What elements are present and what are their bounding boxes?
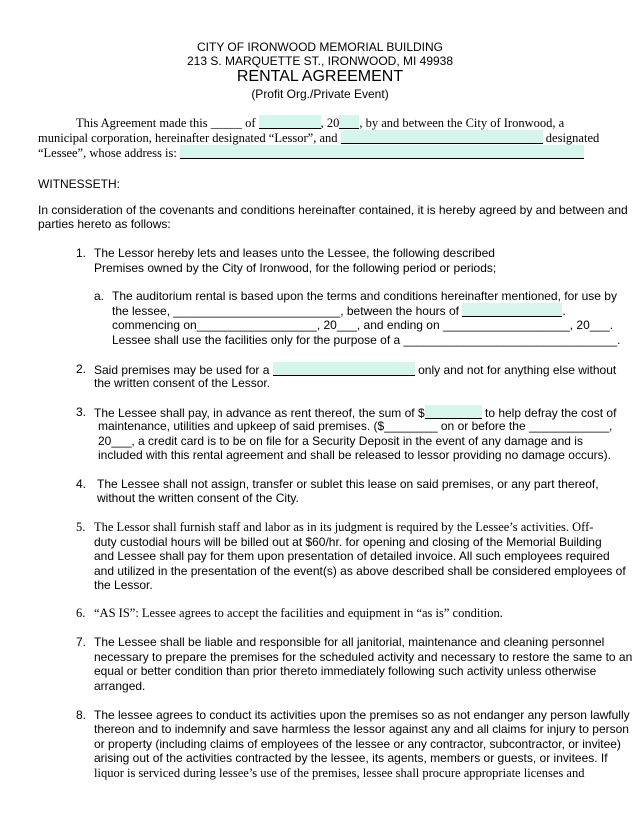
year-field[interactable]: [339, 115, 359, 129]
witnesseth-heading: WITNESSETH:: [38, 177, 121, 191]
preamble-text-3a: “Lessee”, whose address is:: [38, 146, 177, 160]
header-line-2: 213 S. MARQUETTE ST., IRONWOOD, MI 49938: [186, 54, 454, 68]
item-7-line-1: The Lessee shall be liable and responsible for all janitorial, maintenance and cleaning personnel: [94, 635, 605, 649]
header-line-1: CITY OF IRONWOOD MEMORIAL BUILDING: [196, 40, 444, 54]
item-4-line-2: without the written consent of the City.: [97, 491, 299, 505]
item-3-line-2: maintenance, utilities and upkeep of said premises. ($________ on or before the ____________,: [98, 419, 613, 433]
preamble-text-1a: This Agreement made this _____ of: [76, 116, 256, 130]
item-2-number: 2.: [76, 362, 87, 376]
item-1-line-1: The Lessor hereby lets and leases unto the Lessee, the following described: [94, 246, 495, 260]
item-8-number: 8.: [76, 708, 87, 722]
item-5-line-4: and utilized in the presentation of the event(s) as above described shall be considered employees of: [94, 564, 626, 578]
item-4-number: 4.: [76, 477, 87, 491]
item-2-text-1b: only and not for anything else without: [418, 363, 617, 377]
item-6-line-1: “AS IS”: Lessee agrees to accept the facilities and equipment in “as is” condition.: [94, 606, 503, 620]
item-7-line-4: arranged.: [94, 679, 146, 693]
item-5-line-5: the Lessor.: [94, 578, 153, 592]
item-1-line-2: Premises owned by the City of Ironwood, for the following period or periods;: [94, 261, 497, 275]
page-title: RENTAL AGREEMENT: [236, 68, 404, 85]
item-7-line-2: necessary to prepare the premises for the scheduled activity and necessary to restore the same to an: [94, 650, 633, 664]
item-1a-letter: a.: [94, 289, 105, 303]
item-1a-line-2: [112, 303, 566, 319]
page-subtitle: (Profit Org./Private Event): [251, 87, 389, 101]
preamble-text-2a: municipal corporation, hereinafter designated “Lessor”, and: [38, 131, 338, 145]
preamble-line-2: [38, 130, 599, 146]
item-7-number: 7.: [76, 635, 87, 649]
item-3-text-1b: to help defray the cost of: [484, 406, 617, 420]
item-6-number: 6.: [76, 606, 86, 620]
rent-amount-field[interactable]: [425, 405, 482, 419]
item-4-line-1: The Lessee shall not assign, transfer or sublet this lease on said premises, or any part thereof,: [97, 477, 599, 491]
item-2-line-2: the written consent of the Lessor.: [94, 376, 271, 390]
consideration-line-1: In consideration of the covenants and conditions hereinafter contained, it is hereby agreed by and between and: [38, 203, 628, 217]
item-8-line-4: arising out of the activities contracted by the lessee, its agents, members or guests, or invitees. If: [94, 751, 608, 765]
item-1a-line-3: commencing on__________________, 20___, and ending on ___________________, 20___.: [112, 318, 614, 332]
preamble-text-1b: , 20: [320, 116, 340, 130]
item-3-line-4: included with this rental agreement and shall be released to lessor providing no damage occurs).: [98, 448, 611, 462]
preamble-line-1: [76, 115, 564, 131]
item-1-number: 1.: [76, 246, 87, 260]
item-8-line-2: thereon and to indemnify and save harmless the lessor against any and all claims for injury to person: [94, 722, 629, 736]
item-8-line-5: liquor is serviced during lessee’s use of the premises, lessee shall procure appropriate licenses and: [94, 766, 585, 780]
item-5-line-1: The Lessor shall furnish staff and labor as in its judgment is required by the Lessee’s activities. Off-: [94, 520, 594, 534]
item-1a-text-2b: .: [562, 304, 566, 318]
preamble-line-3: [38, 145, 584, 161]
lessee-name-field[interactable]: [341, 130, 543, 144]
lessee-address-field[interactable]: [180, 145, 584, 159]
item-1a-text-2a: the lessee, _________________________, between the hours of: [112, 304, 459, 318]
item-1a-line-4: Lessee shall use the facilities only for the purpose of a ________________________________.: [112, 333, 621, 347]
preamble-text-2b: designated: [545, 131, 600, 145]
item-3-number: 3.: [76, 405, 87, 419]
consideration-line-2: parties hereto as follows:: [38, 217, 171, 231]
hours-field[interactable]: [462, 303, 562, 317]
month-field[interactable]: [259, 115, 321, 129]
item-2-text-1a: Said premises may be used for a: [94, 363, 270, 377]
item-5-number: 5.: [76, 520, 86, 534]
item-8-line-3: or property (including claims of employees of the lessee or any contractor, subcontractor, or invitee): [94, 737, 621, 751]
preamble-text-1c: , by and between the City of Ironwood, a: [359, 116, 565, 130]
item-5-line-3: and Lessee shall pay for them upon presentation of detailed invoice. All such employees required: [94, 549, 610, 563]
item-3-line-3: 20___, a credit card is to be on file for a Security Deposit in the event of any damage and is: [98, 434, 583, 448]
item-8-line-1: The lessee agrees to conduct its activities upon the premises so as not endanger any person lawfully: [94, 708, 630, 722]
item-7-line-3: equal or better condition than prior thereto immediately following such activity unless otherwise: [94, 664, 597, 678]
item-5-line-2: duty custodial hours will be billed out at $60/hr. for opening and closing of the Memorial Building: [94, 535, 602, 549]
item-1a-line-1: The auditorium rental is based upon the terms and conditions hereinafter mentioned, for use by: [112, 289, 617, 303]
item-3-text-1a: The Lessee shall pay, in advance as rent thereof, the sum of $: [94, 406, 425, 420]
event-type-field[interactable]: [273, 362, 415, 376]
